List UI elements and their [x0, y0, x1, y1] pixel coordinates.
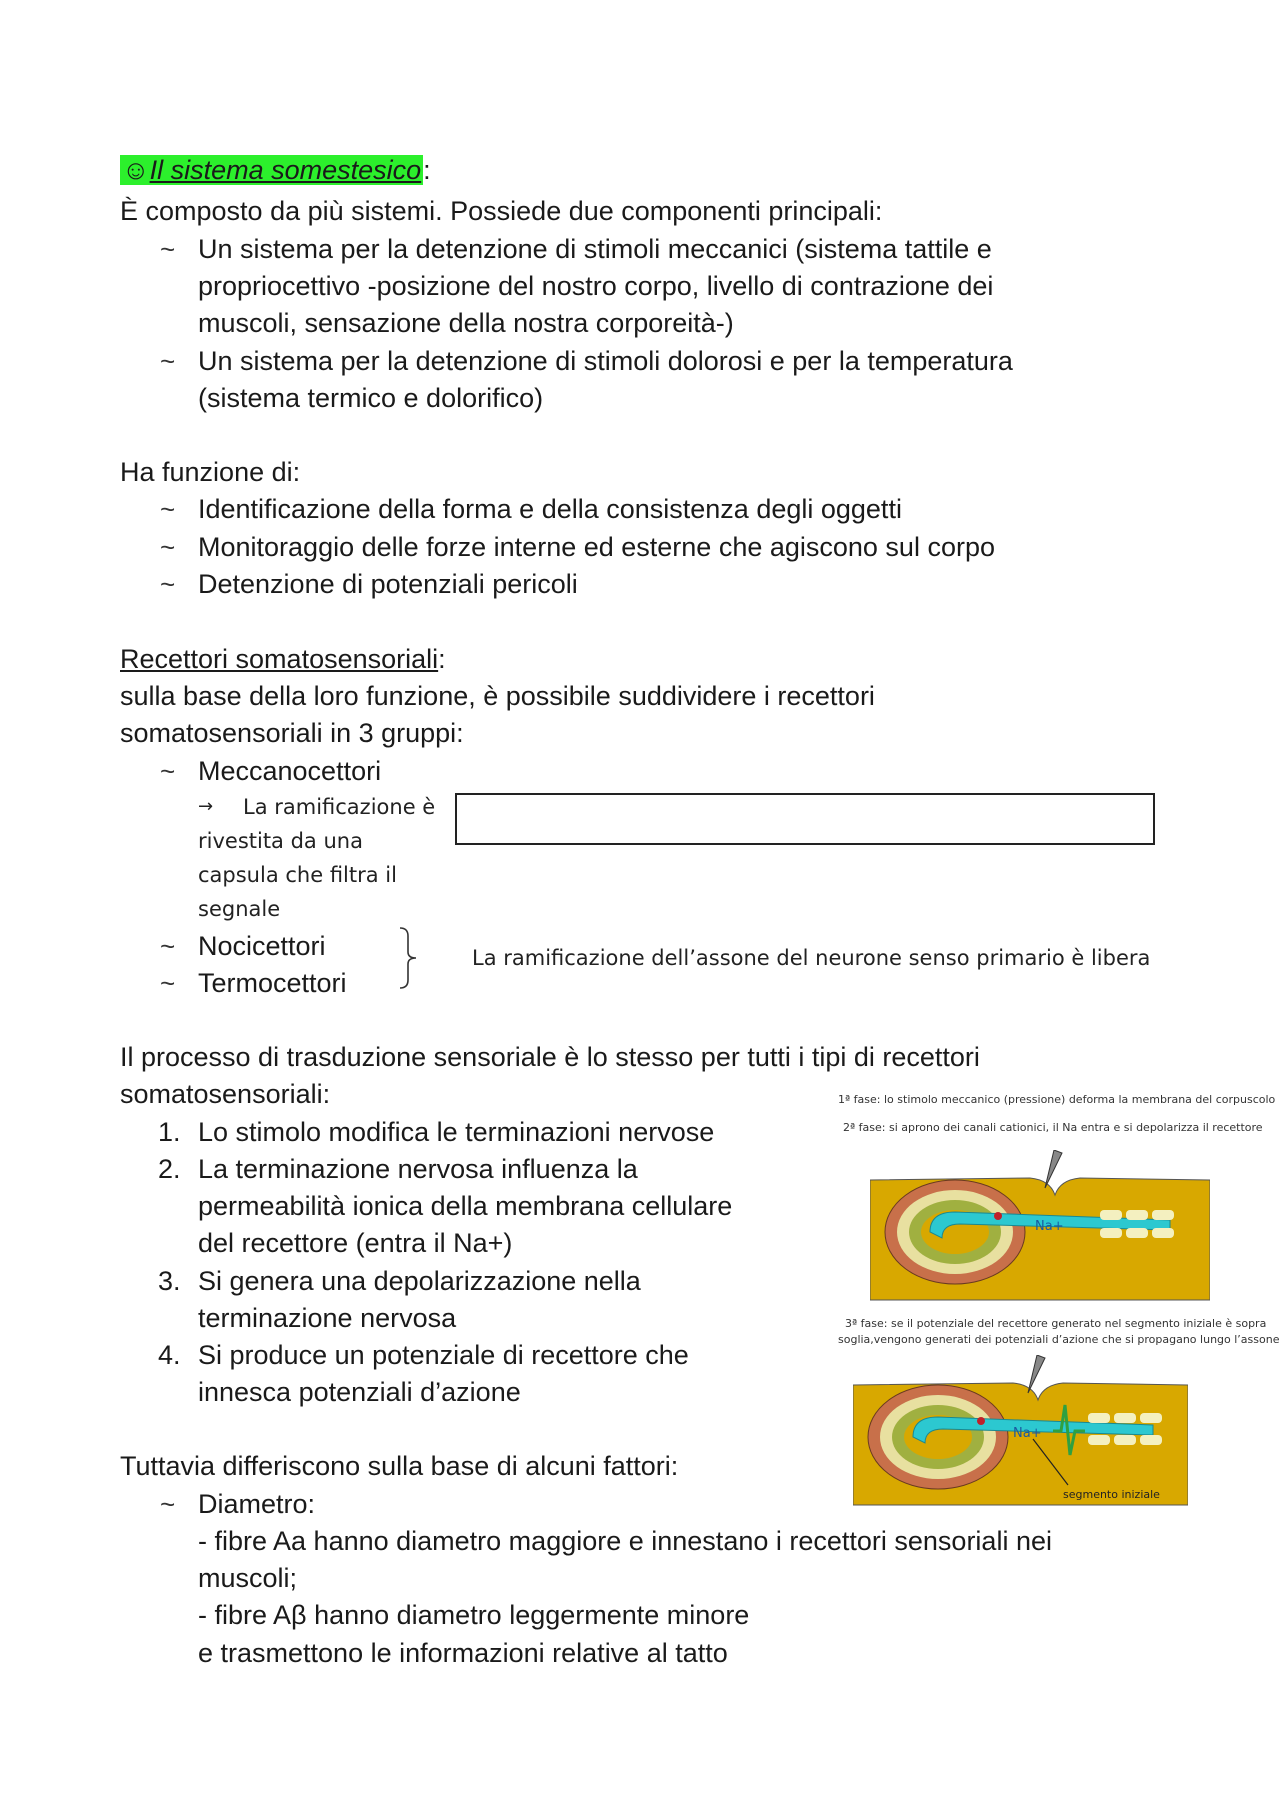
- step-line: del recettore (entra il Na+): [198, 1228, 513, 1258]
- meccano-note: capsula che filtra il: [198, 863, 397, 887]
- step-number: 3.: [158, 1266, 181, 1296]
- bullet: ~: [160, 346, 176, 376]
- step-line: terminazione nervosa: [198, 1303, 457, 1333]
- receptors-heading: Recettori somatosensoriali:: [120, 644, 446, 674]
- function-heading: Ha funzione di:: [120, 457, 301, 487]
- component-line: muscoli, sensazione della nostra corporeità-): [198, 308, 734, 338]
- step-number: 4.: [158, 1340, 181, 1370]
- function-item: Monitoraggio delle forze interne ed esterne che agiscono sul corpo: [198, 532, 995, 562]
- smiley-icon: ☺: [122, 155, 150, 185]
- step-number: 1.: [158, 1117, 181, 1147]
- diametro-label: Diametro:: [198, 1489, 316, 1519]
- differences-intro: Tuttavia differiscono sulla base di alcuni fattori:: [120, 1451, 679, 1481]
- process-intro: Il processo di trasduzione sensoriale è lo stesso per tutti i tipi di recettori: [120, 1042, 980, 1072]
- receptor-nocicettori: Nocicettori: [198, 931, 326, 961]
- receptor-meccanocettori: Meccanocettori: [198, 756, 382, 786]
- step-number: 2.: [158, 1154, 181, 1184]
- component-line: (sistema termico e dolorifico): [198, 383, 544, 413]
- function-item: Identificazione della forma e della consistenza degli oggetti: [198, 494, 902, 524]
- component-line: Un sistema per la detenzione di stimoli dolorosi e per la temperatura: [198, 346, 1013, 376]
- bullet: ~: [160, 569, 176, 599]
- free-ending-note: La ramificazione dell’assone del neurone senso primario è libera: [472, 946, 1151, 970]
- step-line: Si produce un potenziale di recettore che: [198, 1340, 689, 1370]
- component-line: Un sistema per la detenzione di stimoli meccanici (sistema tattile e: [198, 234, 992, 264]
- meccano-note: segnale: [198, 897, 281, 921]
- bullet: ~: [160, 532, 176, 562]
- step-line: innesca potenziali d’azione: [198, 1377, 521, 1407]
- section-heading: ☺Il sistema somestesico:: [122, 155, 431, 185]
- bullet: ~: [160, 1489, 176, 1519]
- empty-text-box: [455, 793, 1155, 845]
- step-line: permeabilità ionica della membrana cellulare: [198, 1191, 733, 1221]
- bullet: ~: [160, 494, 176, 524]
- receptor-diagram-bottom: [853, 1355, 1188, 1510]
- step-line: Si genera una depolarizzazione nella: [198, 1266, 641, 1296]
- difference-line: e trasmettono le informazioni relative al tatto: [198, 1638, 728, 1668]
- step-line: Lo stimolo modifica le terminazioni nervose: [198, 1117, 715, 1147]
- receptor-diagram-top: [870, 1150, 1210, 1305]
- bullet: ~: [160, 968, 176, 998]
- figure-caption-2: 2ª fase: si aprono dei canali cationici, il Na entra e si depolarizza il recettore: [843, 1121, 1263, 1134]
- receptor-termocettori: Termocettori: [198, 968, 347, 998]
- difference-line: - fibre Aβ hanno diametro leggermente minore: [198, 1600, 750, 1630]
- figure-caption-3b: soglia,vengono generati dei potenziali d’azione che si propagano lungo l’assone: [838, 1333, 1280, 1346]
- figure-caption-1: 1ª fase: lo stimolo meccanico (pressione) deforma la membrana del corpuscolo: [838, 1093, 1276, 1106]
- difference-line: - fibre Aa hanno diametro maggiore e innestano i recettori sensoriali nei: [198, 1526, 1052, 1556]
- right-brace-icon: [398, 926, 420, 990]
- meccano-note: rivestita da una: [198, 829, 363, 853]
- na-label: Na+: [1035, 1219, 1064, 1234]
- bullet: ~: [160, 756, 176, 786]
- na-label: Na+: [1013, 1426, 1042, 1441]
- difference-line: muscoli;: [198, 1563, 298, 1593]
- receptors-desc: somatosensoriali in 3 gruppi:: [120, 718, 464, 748]
- receptors-desc: sulla base della loro funzione, è possibile suddividere i recettori: [120, 681, 875, 711]
- intro-text: È composto da più sistemi. Possiede due componenti principali:: [120, 196, 883, 226]
- step-line: La terminazione nervosa influenza la: [198, 1154, 638, 1184]
- function-item: Detenzione di potenziali pericoli: [198, 569, 578, 599]
- process-intro: somatosensoriali:: [120, 1079, 331, 1109]
- bullet: ~: [160, 931, 176, 961]
- heading-text: Il sistema somestesico: [149, 155, 422, 185]
- segment-label: segmento iniziale: [1063, 1488, 1160, 1501]
- bullet: ~: [160, 234, 176, 264]
- arrow-icon: →: [198, 796, 214, 817]
- meccano-note: La ramificazione è: [243, 795, 436, 819]
- figure-caption-3a: 3ª fase: se il potenziale del recettore generato nel segmento iniziale è sopra: [845, 1317, 1267, 1330]
- component-line: propriocettivo -posizione del nostro corpo, livello di contrazione dei: [198, 271, 994, 301]
